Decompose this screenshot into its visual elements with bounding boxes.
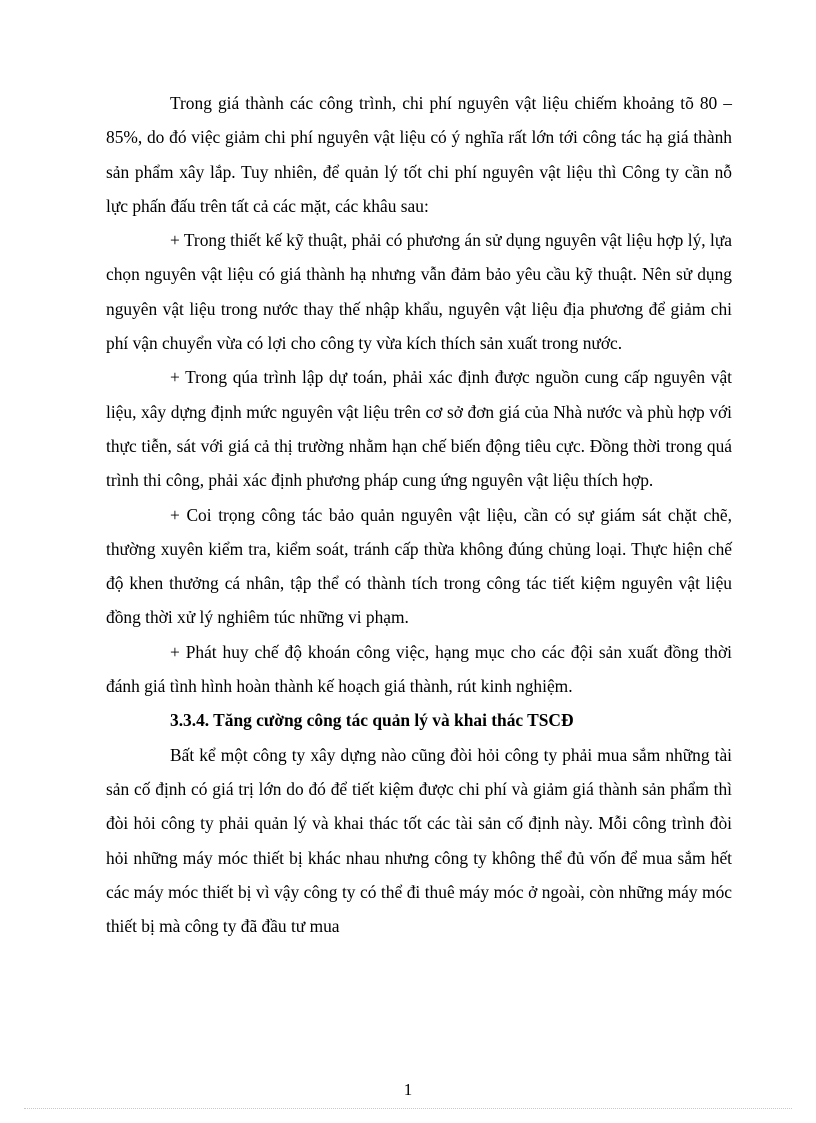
paragraph-estimate-planning: + Trong qúa trình lập dự toán, phải xác định được nguồn cung cấp nguyên vật liệu, xây dựng định mức nguyên vật liệu trên cơ sở đơn giá của Nhà nước và phù hợp với thực tiễn, sát với giá cả thị trường nhằm hạn chế biến động tiêu cực. Đồng thời trong quá trình thi công, phải xác định phương pháp cung ứng nguyên vật liệu thích hợp. (106, 367, 732, 491)
body-text (106, 86, 732, 943)
section-heading: 3.3.4. Tăng cường công tác quản lý và khai thác TSCĐ (170, 710, 574, 731)
paragraph-contract-regime: + Phát huy chế độ khoán công việc, hạng mục cho các đội sản xuất đồng thời đánh giá tình hình hoàn thành kế hoạch giá thành, rút kinh nghiệm. (106, 641, 732, 697)
paragraph-material-storage: + Coi trọng công tác bảo quản nguyên vật liệu, cần có sự giám sát chặt chẽ, thường xuyên kiểm tra, kiểm soát, tránh cấp thừa không đúng chủng loại. Thực hiện chế độ khen thưởng cá nhân, tập thể có thành tích trong công tác tiết kiệm nguyên vật liệu đồng thời xử lý nghiêm túc những vi phạm. (106, 504, 732, 628)
page-number: 1 (403, 1080, 413, 1099)
paragraph-technical-design: + Trong thiết kế kỹ thuật, phải có phương án sử dụng nguyên vật liệu hợp lý, lựa chọn nguyên vật liệu có giá thành hạ nhưng vẫn đảm bảo yêu cầu kỹ thuật. Nên sử dụng nguyên vật liệu trong nước thay thế nhập khẩu, nguyên vật liệu địa phương để giảm chi phí vận chuyển vừa có lợi cho công ty vừa kích thích sản xuất trong nước. (106, 230, 732, 354)
paragraph-material-cost-intro: Trong giá thành các công trình, chi phí nguyên vật liệu chiếm khoảng tõ 80 – 85%, do đó việc giảm chi phí nguyên vật liệu có ý nghĩa rất lớn tới công tác hạ giá thành sản phẩm xây lắp. Tuy nhiên, để quản lý tốt chi phí nguyên vật liệu thì Công ty cần nỗ lực phấn đấu trên tất cả các mặt, các khâu sau: (106, 93, 732, 216)
paragraph-fixed-assets: Bất kể một công ty xây dựng nào cũng đòi hỏi công ty phải mua sắm những tài sản cố định có giá trị lớn do đó để tiết kiệm được chi phí và giảm giá thành sản phẩm thì đòi hỏi công ty phải quản lý và khai thác tốt các tài sản cố định này. Mỗi công trình đòi hỏi những máy móc thiết bị khác nhau nhưng công ty không thể đủ vốn để mua sắm hết các máy móc thiết bị vì vậy công ty có thể đi thuê máy móc ở ngoài, còn những máy móc thiết bị mà công ty đã đầu tư mua (106, 744, 732, 937)
footer-divider (24, 1108, 792, 1109)
